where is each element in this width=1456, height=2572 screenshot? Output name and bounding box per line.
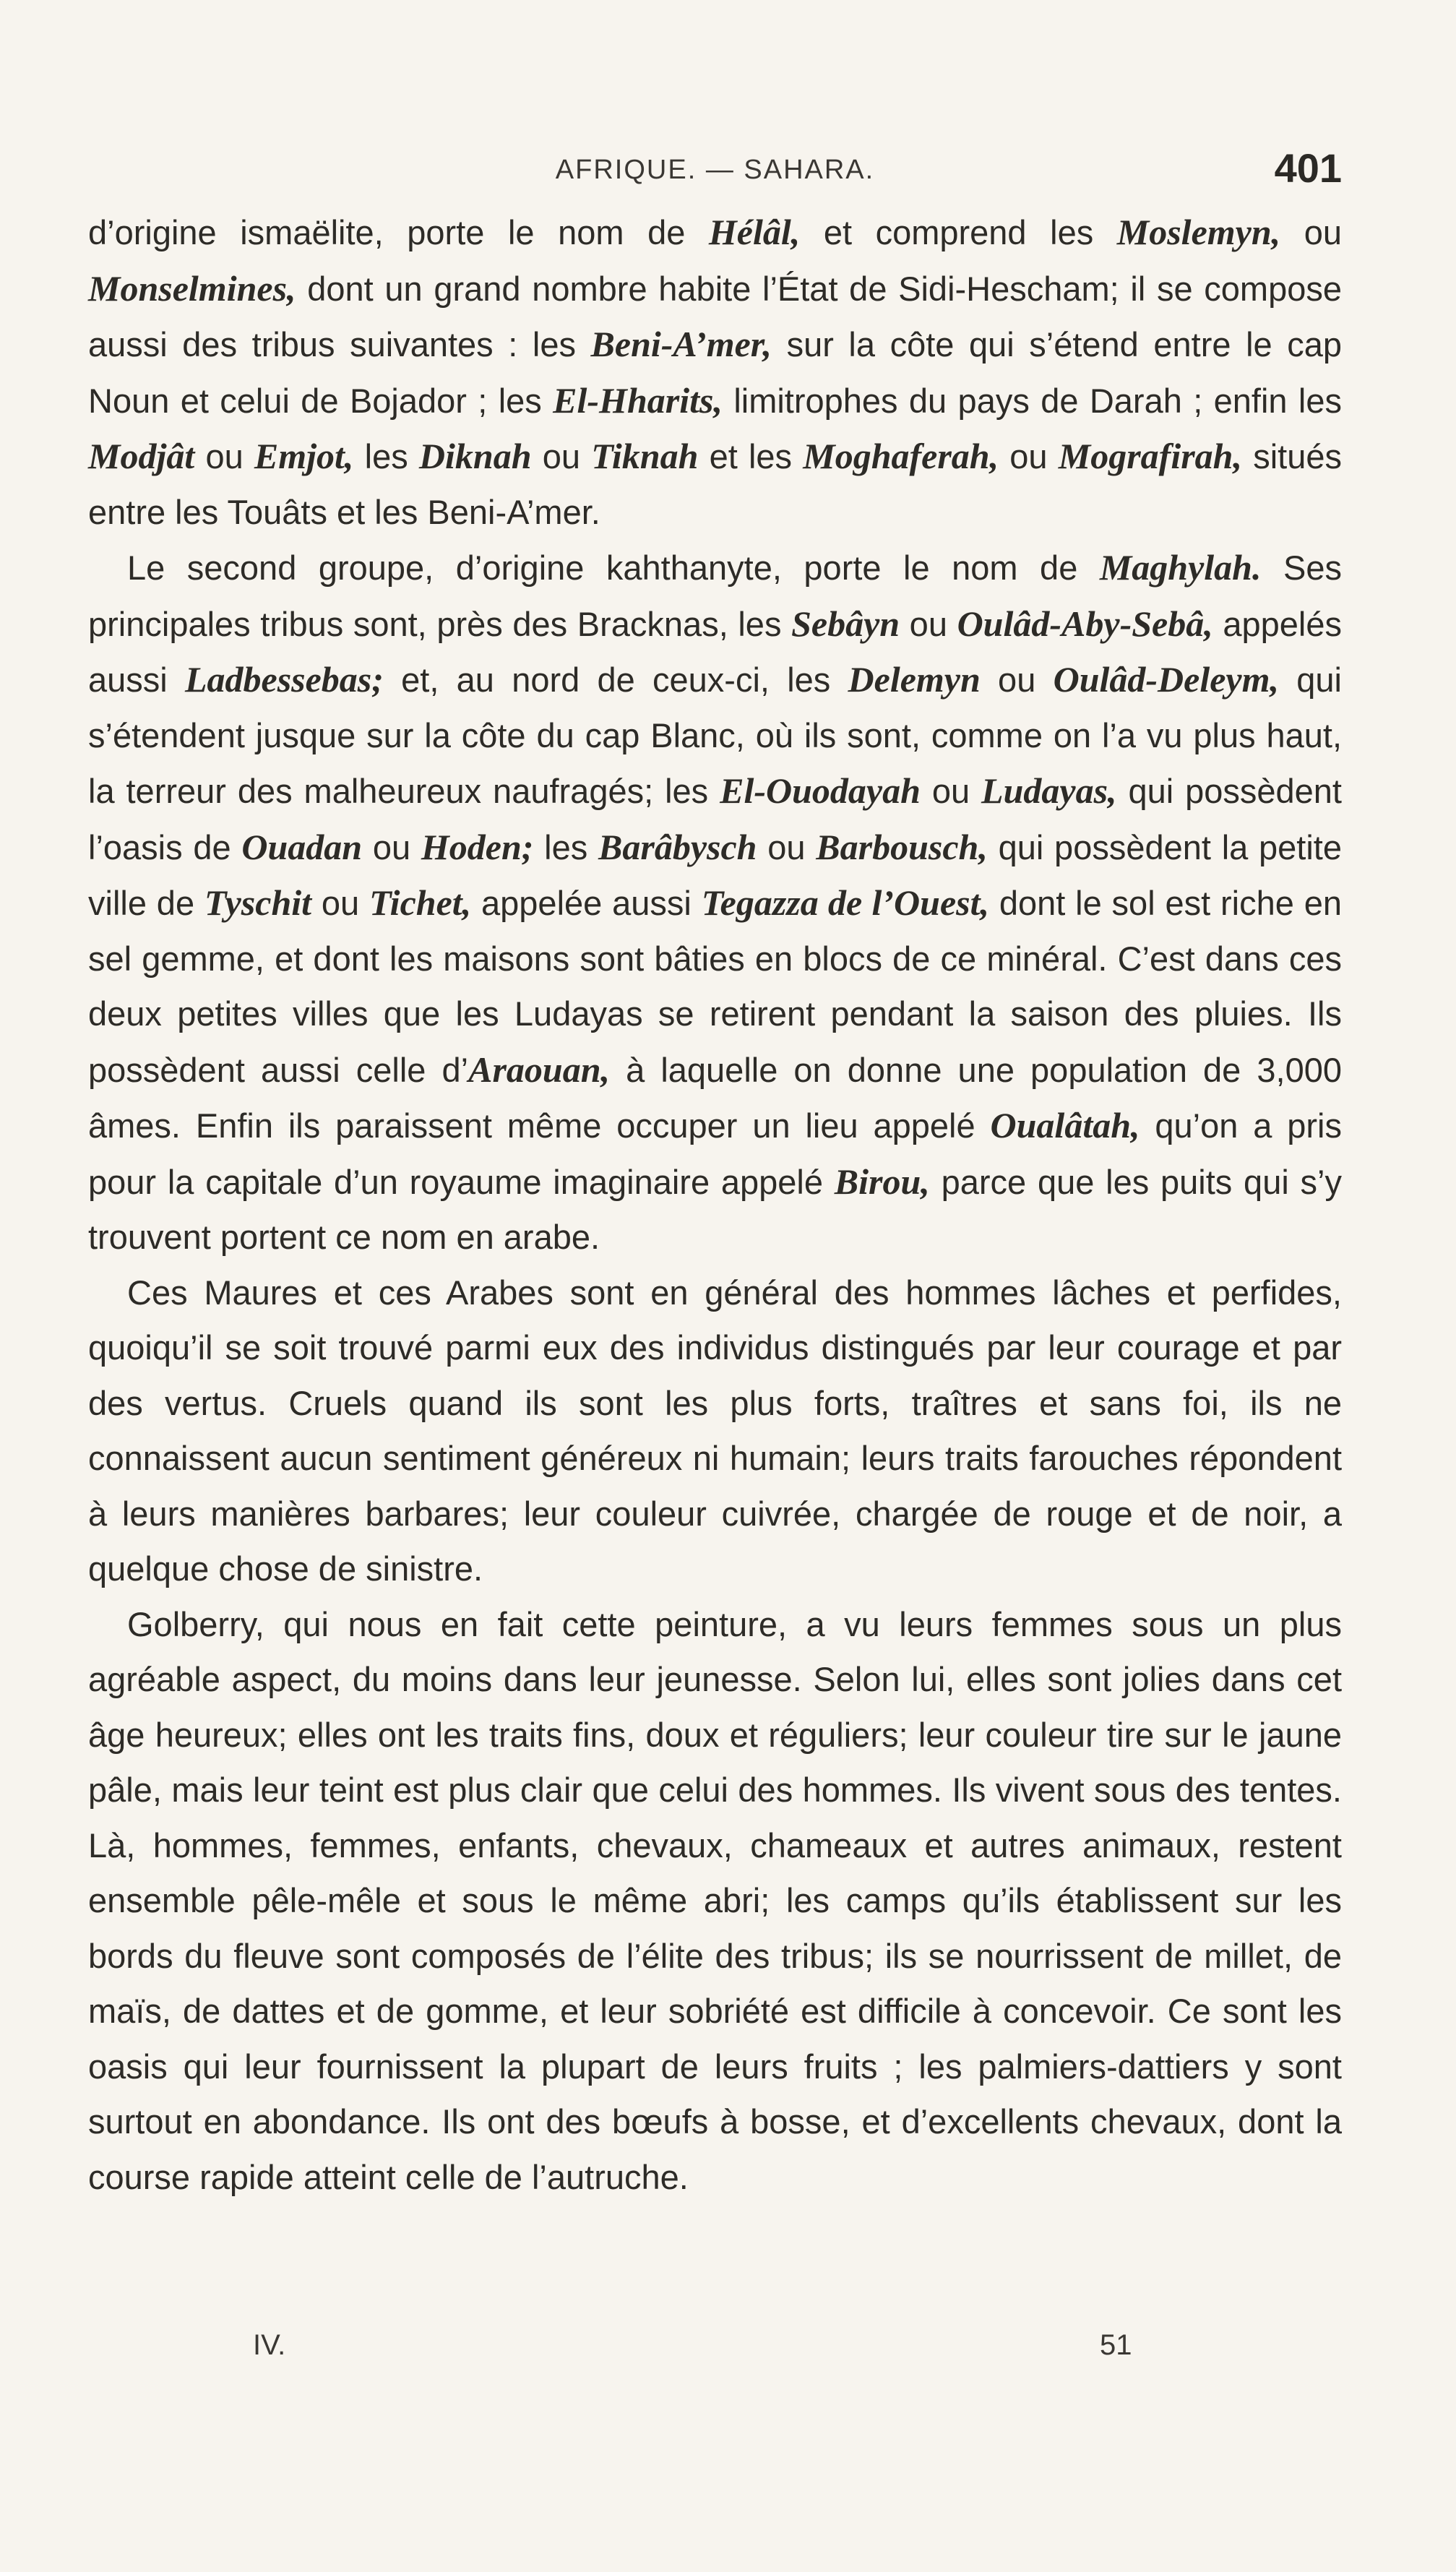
italic-term: Sebâyn (791, 603, 900, 644)
text-run: d’origine ismaëlite, porte le nom de (88, 213, 709, 251)
text-run: dont le sol est riche en sel gemme, et dont les maisons sont bâties en blocs de ce minéral. C’est dans ces deux petites villes que les Ludayas se retirent pendant la saison des pluies. Ils possèdent aussi celle d’ (88, 884, 1342, 1089)
italic-term: El-Ouodayah (720, 770, 921, 811)
volume-number: IV. (253, 2329, 286, 2361)
italic-term: Araouan, (468, 1049, 611, 1090)
italic-term: Modjât (88, 436, 195, 476)
text-run: à laquelle on donne une population de 3,000 âmes. Enfin ils paraissent même occuper un lieu appelé (88, 1050, 1343, 1145)
text-run: et comprend les (800, 213, 1117, 251)
text-run: appelés aussi (88, 604, 1342, 699)
italic-term: Moslemyn, (1116, 212, 1281, 252)
text-run: sur la côte qui s’étend entre le cap Noun et celui de Bojador ; les (88, 325, 1342, 420)
italic-term: Birou, (834, 1161, 930, 1202)
paragraph-p4 (88, 1597, 1342, 2206)
text-run: ou (194, 437, 254, 476)
italic-term: Hélâl, (708, 212, 801, 252)
italic-term: Oulâd-Aby-Sebâ, (957, 603, 1213, 644)
italic-term: Ladbessebas; (184, 659, 384, 700)
text-run: qui possèdent la petite ville de (88, 827, 1342, 922)
italic-term: Beni-A’mer, (590, 324, 772, 364)
text-run: et, au nord de ceux-ci, les (383, 661, 848, 699)
italic-term: Ouadan (241, 826, 363, 867)
italic-term: Tiknah (591, 436, 699, 476)
text-run: limitrophes du pays de Darah ; enfin les (722, 381, 1342, 420)
text-run: ou (531, 437, 592, 476)
italic-term: Mografirah, (1058, 436, 1242, 476)
italic-term: Emjot, (254, 436, 354, 476)
italic-term: El-Hharits, (553, 379, 723, 421)
italic-term: Barbousch, (816, 826, 988, 867)
text-run: qui s’étendent jusque sur la côte du cap Blanc, où ils sont, comme on l’a vu plus haut, la terreur des malheureux naufragés; les (88, 661, 1342, 810)
signature-mark: 51 (1100, 2329, 1132, 2361)
text-run: ou (920, 772, 982, 810)
italic-term: Delemyn (848, 659, 981, 700)
text-run: ou (362, 827, 421, 866)
text-run: situés entre les Touâts et les Beni-A’mer. (88, 437, 1342, 531)
text-run: les (533, 827, 599, 866)
page-number: 401 (1274, 145, 1342, 191)
text-run: ou (900, 604, 957, 643)
text-run: ou (999, 437, 1059, 476)
text-run: qui possèdent l’oasis de (88, 772, 1342, 866)
text-run: dont un grand nombre habite l’État de Sidi-Hescham; il se compose aussi des tribus suivantes : les (88, 269, 1342, 364)
text-run: Golberry, qui nous en fait cette peinture, a vu leurs femmes sous un plus agréable aspect, du moins dans leur jeunesse. Selon lui, elles sont jolies dans cet âge heureux; elles ont les traits fins, doux et réguliers; leur couleur tire sur le jaune pâle, mais leur teint est plus clair que celui des hommes. Ils vivent sous des tentes. Là, hommes, femmes, enfants, chevaux, chameaux et autres animaux, restent ensemble pêle-mêle et sous le même abri; les camps qu’ils établissent sur les bords du fleuve sont composés de l’élite des tribus; ils se nourrissent de millet, de maïs, de dattes et de gomme, et leur sobriété est difficile à concevoir. Ce sont les oasis qui leur fournissent la plupart de leurs fruits ; les palmiers-dattiers y sont surtout en abondance. Ils ont des bœufs à bosse, et d’excellents chevaux, dont la course rapide atteint celle de l’autruche. (88, 1604, 1342, 2196)
italic-term: Tyschit (204, 882, 312, 923)
page-footer (88, 2329, 1342, 2373)
text-run: Ses principales tribus sont, près des Bracknas, les (88, 549, 1342, 643)
italic-term: Tegazza de l’Ouest, (701, 882, 989, 923)
text-run: qu’on a pris pour la capitale d’un royaume imaginaire appelé (88, 1106, 1342, 1201)
paragraph-p3 (88, 1265, 1342, 1597)
italic-term: Oualâtah, (990, 1105, 1140, 1145)
text-run: parce que les puits qui s’y trouvent portent ce nom en arabe. (88, 1162, 1342, 1256)
italic-term: Hoden; (421, 826, 534, 867)
paragraph-p1 (88, 205, 1342, 540)
text-run: et les (698, 437, 804, 476)
running-title: AFRIQUE. — SAHARA. (555, 155, 875, 185)
text-run: les (353, 437, 419, 476)
italic-term: Oulâd-Deleym, (1053, 659, 1280, 700)
italic-term: Ludayas, (981, 770, 1117, 811)
body-text (88, 205, 1342, 2205)
text-run: appelée aussi (471, 884, 702, 922)
running-head (88, 145, 1342, 195)
italic-term: Maghylah. (1099, 547, 1262, 588)
text-run: Ces Maures et ces Arabes sont en général des hommes lâches et perfides, quoiqu’il se soit trouvé parmi eux des individus distingués par leur courage et par des vertus. Cruels quand ils sont les plus forts, traîtres et sans foi, ils ne connaissent aucun sentiment généreux ni humain; leurs traits farouches répondent à leurs manières barbares; leur couleur cuivrée, chargée de rouge et de noir, a quelque chose de sinistre. (88, 1273, 1342, 1588)
text-run: ou (1280, 213, 1342, 251)
italic-term: Tichet, (369, 882, 472, 923)
text-run: Le second groupe, d’origine kahthanyte, porte le nom de (127, 549, 1100, 587)
text-run: ou (757, 827, 817, 866)
text-run: ou (980, 661, 1054, 699)
italic-term: Monselmines, (88, 267, 296, 309)
italic-term: Barâbysch (598, 826, 757, 867)
italic-term: Diknah (418, 436, 532, 476)
text-run: ou (311, 884, 369, 922)
paragraph-p2 (88, 540, 1342, 1265)
italic-term: Moghaferah, (803, 436, 999, 476)
